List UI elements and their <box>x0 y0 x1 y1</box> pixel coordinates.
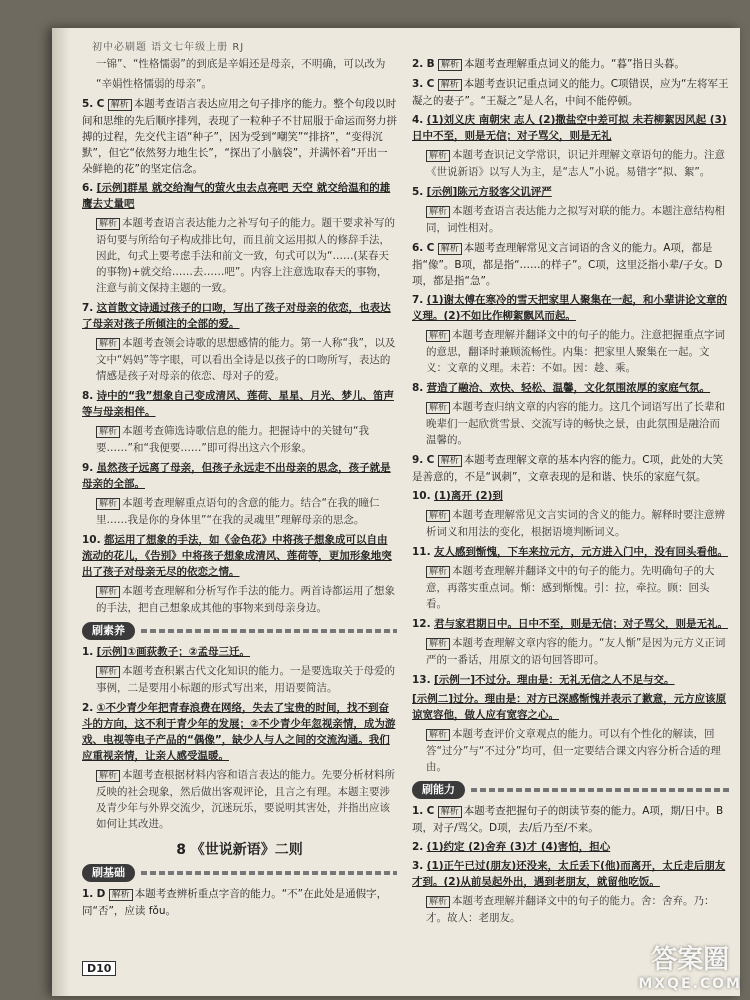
book-page <box>52 28 740 996</box>
item-number: 3. <box>412 860 424 872</box>
item-answer: 君与家君期日中。日中不至，则是无信；对子骂父，则是无礼。 <box>433 618 728 630</box>
item-analysis: 本题考查语言表达应用之句子排序的能力。整个句段以时间和思维的先后顺序排列，表现了一粒种子不甘屈服于命运而努力拼搏的过程，先交代主语“种子”，因为受到“嘲笑”“排挤”，“变得沉默”，但它“依然努力地生长”，“探出了小脑袋”，并满怀着“开出一朵鲜艳的花”的坚定信念。 <box>82 98 397 175</box>
answer-item <box>82 96 397 177</box>
item-number: 11. <box>412 546 431 558</box>
left-column <box>82 56 397 922</box>
answer-item <box>82 886 397 919</box>
item-analysis: 本题考查识记重点词义的能力。C项错误，应为“左将军王凝之的妻子”。“王凝之”是人名，中间不能停顿。 <box>412 78 729 107</box>
item-analysis-block <box>96 663 397 696</box>
item-number: 2. <box>412 58 424 70</box>
item-answer: [示例]陈元方驳客父讥评严 <box>426 186 552 198</box>
analysis-tag: 解析 <box>426 566 450 578</box>
item-number: 8. <box>82 390 94 402</box>
section-title: 8 《世说新语》二则 <box>176 842 303 858</box>
item-analysis-block <box>96 495 397 528</box>
watermark-logo-text: 答案圈 <box>651 945 730 975</box>
analysis-tag: 解析 <box>426 510 450 522</box>
running-header: 初中必刷题 语文七年级上册 RJ <box>92 42 245 53</box>
item-answer: 营造了融洽、欢快、轻松、温馨，文化氛围浓厚的家庭气氛。 <box>426 382 711 394</box>
item-answer: [示例]群星 就交给淘气的萤火虫去点亮吧 天空 就交给温和的雄鹰去丈量吧 <box>82 182 391 210</box>
item-number: 7. <box>412 294 424 306</box>
item-analysis-block <box>426 203 730 236</box>
item-answer: (1)谢太傅在寒冷的雪天把家里人聚集在一起，和小辈讲论文章的义理。(2)不如比作柳絮飘风而起。 <box>412 294 728 322</box>
item-answer: (1)约定 (2)舍弃 (3)才 (4)害怕，担心 <box>426 841 611 853</box>
answer-item <box>412 452 730 485</box>
item-answer: C <box>426 242 435 254</box>
item-number: 5. <box>82 98 94 110</box>
answer-item <box>82 644 397 660</box>
answer-item <box>412 803 730 836</box>
analysis-tag: 解析 <box>426 896 450 908</box>
analysis-tag: 解析 <box>96 218 120 230</box>
item-analysis-block <box>96 583 397 616</box>
item-analysis: 本题考查评价文章观点的能力。可以有个性化的解读，回答“过分”与“不过分”均可，但一定要结合课文内容分析合适的理由。 <box>426 728 721 773</box>
item-answer: 这首散文诗通过孩子的口吻，写出了孩子对母亲的依恋，也表达了母亲对孩子所倾注的全部的爱。 <box>82 302 391 330</box>
item-analysis: 本题考查理解并翻译文中的句子的能力。舍：舍弃。乃：才。故人：老朋友。 <box>426 895 715 924</box>
item-analysis: 本题考查根据材料内容和语言表达的能力。先要分析材料所反映的社会现象，然后做出客观评论，且言之有理。本题主要涉及青少年与外界交流少，沉迷玩乐，要说明其害处，并指出应该如何让其改进。 <box>96 769 396 830</box>
item-analysis-block <box>96 767 397 832</box>
item-answer: C <box>426 805 435 817</box>
item-analysis-block <box>96 423 397 456</box>
item-answer: C <box>426 454 435 466</box>
watermark-url: MXQE.COM <box>638 976 742 992</box>
continued-line: 一锦”、“性格懦弱”的到底是辛娟还是母亲，不明确，可以改为 <box>96 58 386 70</box>
analysis-tag: 解析 <box>438 806 462 818</box>
item-number: 10. <box>412 490 431 502</box>
answer-item <box>82 300 397 332</box>
item-analysis: 本题考查理解文章内容的能力。“友人惭”是因为元方义正词严的一番话，用原文的语句回答即可。 <box>426 637 726 666</box>
page-number: D10 <box>82 961 116 976</box>
answer-item <box>82 700 397 764</box>
item-answer: B <box>426 58 435 70</box>
analysis-tag: 解析 <box>108 99 132 111</box>
item-answer: [示例一]不过分。理由是：无礼无信之人不足与交。 <box>433 674 675 686</box>
item-number: 2. <box>82 702 94 714</box>
item-number: 4. <box>412 114 424 126</box>
item-answer: C <box>96 98 105 110</box>
site-watermark <box>638 939 742 992</box>
item-analysis: 本题考查辨析重点字音的能力。“不”在此处是通假字，同“否”，应读 fǒu。 <box>82 888 388 917</box>
item-number: 1. <box>82 646 94 658</box>
analysis-tag: 解析 <box>426 402 450 414</box>
band-divider <box>141 871 397 875</box>
answer-item <box>412 240 730 289</box>
answer-item <box>82 532 397 580</box>
answer-item <box>412 76 730 109</box>
answer-item <box>412 380 730 396</box>
item-analysis: 本题考查归纳文章的内容的能力。这几个词语写出了长辈和晚辈们一起欣赏雪景、交流写诗的畅快之景，由此氛围是融洽而温馨的。 <box>426 401 726 446</box>
item-answer: (1)离开 (2)到 <box>433 490 503 502</box>
analysis-tag: 解析 <box>426 729 450 741</box>
item-number: 9. <box>82 462 94 474</box>
item-number: 5. <box>412 186 424 198</box>
item-analysis: 本题考查理解文章的基本内容的能力。C项，此处的大笑是善意的，不是“讽刺”，文章表现的是和谐、快乐的家庭气氛。 <box>412 454 724 483</box>
item-analysis-block <box>426 327 730 376</box>
analysis-tag: 解析 <box>426 150 450 162</box>
item-number: 6. <box>82 182 94 194</box>
analysis-tag: 解析 <box>96 770 120 782</box>
band-label: 刷素养 <box>82 622 135 640</box>
item-analysis-block <box>96 335 397 384</box>
item-number: 1. <box>412 805 424 817</box>
answer-item <box>412 184 730 200</box>
item-number: 9. <box>412 454 424 466</box>
analysis-tag: 解析 <box>438 59 462 71</box>
band-divider <box>141 629 397 633</box>
analysis-tag: 解析 <box>438 79 462 91</box>
item-analysis-block <box>426 399 730 448</box>
item-number: 8. <box>412 382 424 394</box>
item-number: 12. <box>412 618 431 630</box>
item-analysis: 本题考查理解重点词义的能力。“暮”指日头暮。 <box>464 58 685 70</box>
answer-item <box>82 388 397 420</box>
answer-item <box>412 544 730 560</box>
answer-item <box>412 858 730 890</box>
item-answer: 友人感到惭愧，下车来拉元方，元方进入门中，没有回头看他。 <box>433 546 728 558</box>
answer-item <box>82 460 397 492</box>
item-analysis: 本题考查理解常见文言实词的含义的能力。解释时要注意辨析词义和用法的变化，根据语境判断词义。 <box>426 509 726 538</box>
item-analysis: 本题考查识记文学常识，识记并理解文章语句的能力。注意《世说新语》以写人为主，是“志人”小说。易错字“拟、絮”。 <box>426 149 726 178</box>
answer-item-alt <box>412 691 730 723</box>
answer-item <box>412 112 730 144</box>
answer-item <box>412 488 730 504</box>
item-analysis: 本题考查筛选诗歌信息的能力。把握诗中的关键句“我要……”和“我便要……”即可得出这六个形象。 <box>96 425 369 454</box>
item-answer: [示例二]过分。理由是：对方已深感惭愧并表示了歉意，元方应该原谅宽容他，做人应有宽容之心。 <box>412 693 727 721</box>
analysis-tag: 解析 <box>426 638 450 650</box>
analysis-tag: 解析 <box>96 666 120 678</box>
item-answer: (1)刘义庆 南朝宋 志人 (2)撒盐空中差可拟 未若柳絮因风起 (3)日中不至，则是无信；对子骂父，则是无礼 <box>412 114 727 142</box>
item-answer: 诗中的“我”想象自己变成清风、莲荷、星星、月光、梦儿、笛声等与母亲相伴。 <box>82 390 394 418</box>
item-number: 3. <box>412 78 424 90</box>
item-analysis: 本题考查语言表达能力之拟写对联的能力。本题注意结构相同，词性相对。 <box>426 205 726 234</box>
analysis-tag: 解析 <box>438 455 462 467</box>
analysis-tag: 解析 <box>96 338 120 350</box>
item-analysis: 本题考查理解并翻译文中的句子的能力。注意把握重点字词的意思，翻译时兼顾流畅性。内集：把家里人聚集在一起。文义：文章的义理。未若：不如。因：趁、乘。 <box>426 329 726 374</box>
item-number: 13. <box>412 674 431 686</box>
item-answer: [示例]①画荻教子；②孟母三迁。 <box>96 646 251 658</box>
answer-item <box>412 56 730 73</box>
item-answer: C <box>426 78 435 90</box>
analysis-tag: 解析 <box>96 426 120 438</box>
item-answer: ①不少青少年把青春浪费在网络，失去了宝贵的时间，找不到奋斗的方向，这不利于青少年的发展；②不少青少年忽视亲情，成为游戏、电视等电子产品的“偶像”，缺少人与人之间的交流沟通。我们应重视亲情，让亲人感受温暖。 <box>82 702 396 762</box>
item-answer: D <box>96 888 106 900</box>
band-divider <box>471 788 730 792</box>
item-analysis-block <box>426 147 730 180</box>
item-analysis: 本题考查理解并翻译文中的句子的能力。先明确句子的大意，再落实重点词。惭：感到惭愧。引：拉，牵拉。顾：回头看。 <box>426 565 715 610</box>
item-analysis: 本题考查积累古代文化知识的能力。一是要选取关于母爱的事例，二是要用小标题的形式写出来，用语要简洁。 <box>96 665 396 694</box>
item-analysis-block <box>426 563 730 612</box>
section-band-jichu <box>82 864 397 882</box>
item-answer: 虽然孩子远离了母亲，但孩子永远走不出母亲的思念，孩子就是母亲的全部。 <box>82 462 391 490</box>
answer-item <box>412 616 730 632</box>
answer-item <box>412 292 730 324</box>
band-label: 刷基础 <box>82 864 135 882</box>
item-analysis-block <box>426 635 730 668</box>
item-number: 1. <box>82 888 94 900</box>
analysis-tag: 解析 <box>426 330 450 342</box>
item-number: 10. <box>82 534 101 546</box>
item-answer: 都运用了想象的手法，如《金色花》中将孩子想象成可以自由流动的花儿，《告别》中将孩子想象成清风、莲荷等，更加形象地突出了孩子对母亲无尽的依恋之情。 <box>82 534 392 578</box>
answer-item <box>82 180 397 212</box>
item-analysis: 本题考查理解和分析写作手法的能力。两首诗都运用了想象的手法，把自己想象成其他的事物来到母亲身边。 <box>96 585 396 614</box>
item-number: 6. <box>412 242 424 254</box>
analysis-tag: 解析 <box>96 586 120 598</box>
item-analysis-block <box>426 507 730 540</box>
item-analysis-block <box>426 893 730 926</box>
item-analysis: 本题考查领会诗歌的思想感情的能力。第一人称“我”，以及文中“妈妈”等字眼，可以看出全诗是以孩子的口吻所写，表达的情感是孩子对母亲的依恋、母对子的爱。 <box>96 337 396 382</box>
item-analysis: 本题考查理解常见文言词语的含义的能力。A项，都是指“像”。B项，都是指“……的样子”。C项，这里泛指小辈/子女。D项，都是指“急”。 <box>412 242 723 287</box>
item-analysis: 本题考查把握句子的朗读节奏的能力。A项，期/日中。B项，对子/骂父。D项，去/后乃至/不来。 <box>412 805 724 834</box>
section-band-suyang <box>82 622 397 640</box>
band-label: 刷能力 <box>412 781 465 799</box>
item-analysis-block <box>426 726 730 775</box>
analysis-tag: 解析 <box>96 498 120 510</box>
page-gutter <box>52 28 70 996</box>
section-band-nengli <box>412 781 730 799</box>
right-column <box>412 56 730 930</box>
analysis-tag: 解析 <box>426 206 450 218</box>
item-number: 7. <box>82 302 94 314</box>
item-answer: (1)正午已过(朋友)还没来，太丘丢下(他)而离开，太丘走后朋友才到。(2)从前吴起外出，遇到老朋友，就留他吃饭。 <box>412 860 726 888</box>
item-number: 2. <box>412 841 424 853</box>
analysis-tag: 解析 <box>109 889 133 901</box>
item-analysis: 本题考查理解重点语句的含意的能力。结合“在我的瞳仁里……我是你的身体里”“在我的灵魂里”理解母亲的思念。 <box>96 497 380 526</box>
item-analysis: 本题考查语言表达能力之补写句子的能力。题干要求补写的语句要与所给句子构成排比句，而且前文运用拟人的修辞手法，因此，句式上要考虑手法和前文一致，句式可以为“……(某春天的事物)+就交给……去……吧”。内容上注意选取春天的事物，注意与前文保持主题的一致。 <box>96 217 396 294</box>
continued-line: “辛娟性格懦弱的母亲”。 <box>96 78 212 90</box>
item-analysis-block <box>96 215 397 296</box>
answer-item <box>412 672 730 688</box>
analysis-tag: 解析 <box>438 243 462 255</box>
answer-item <box>412 839 730 855</box>
